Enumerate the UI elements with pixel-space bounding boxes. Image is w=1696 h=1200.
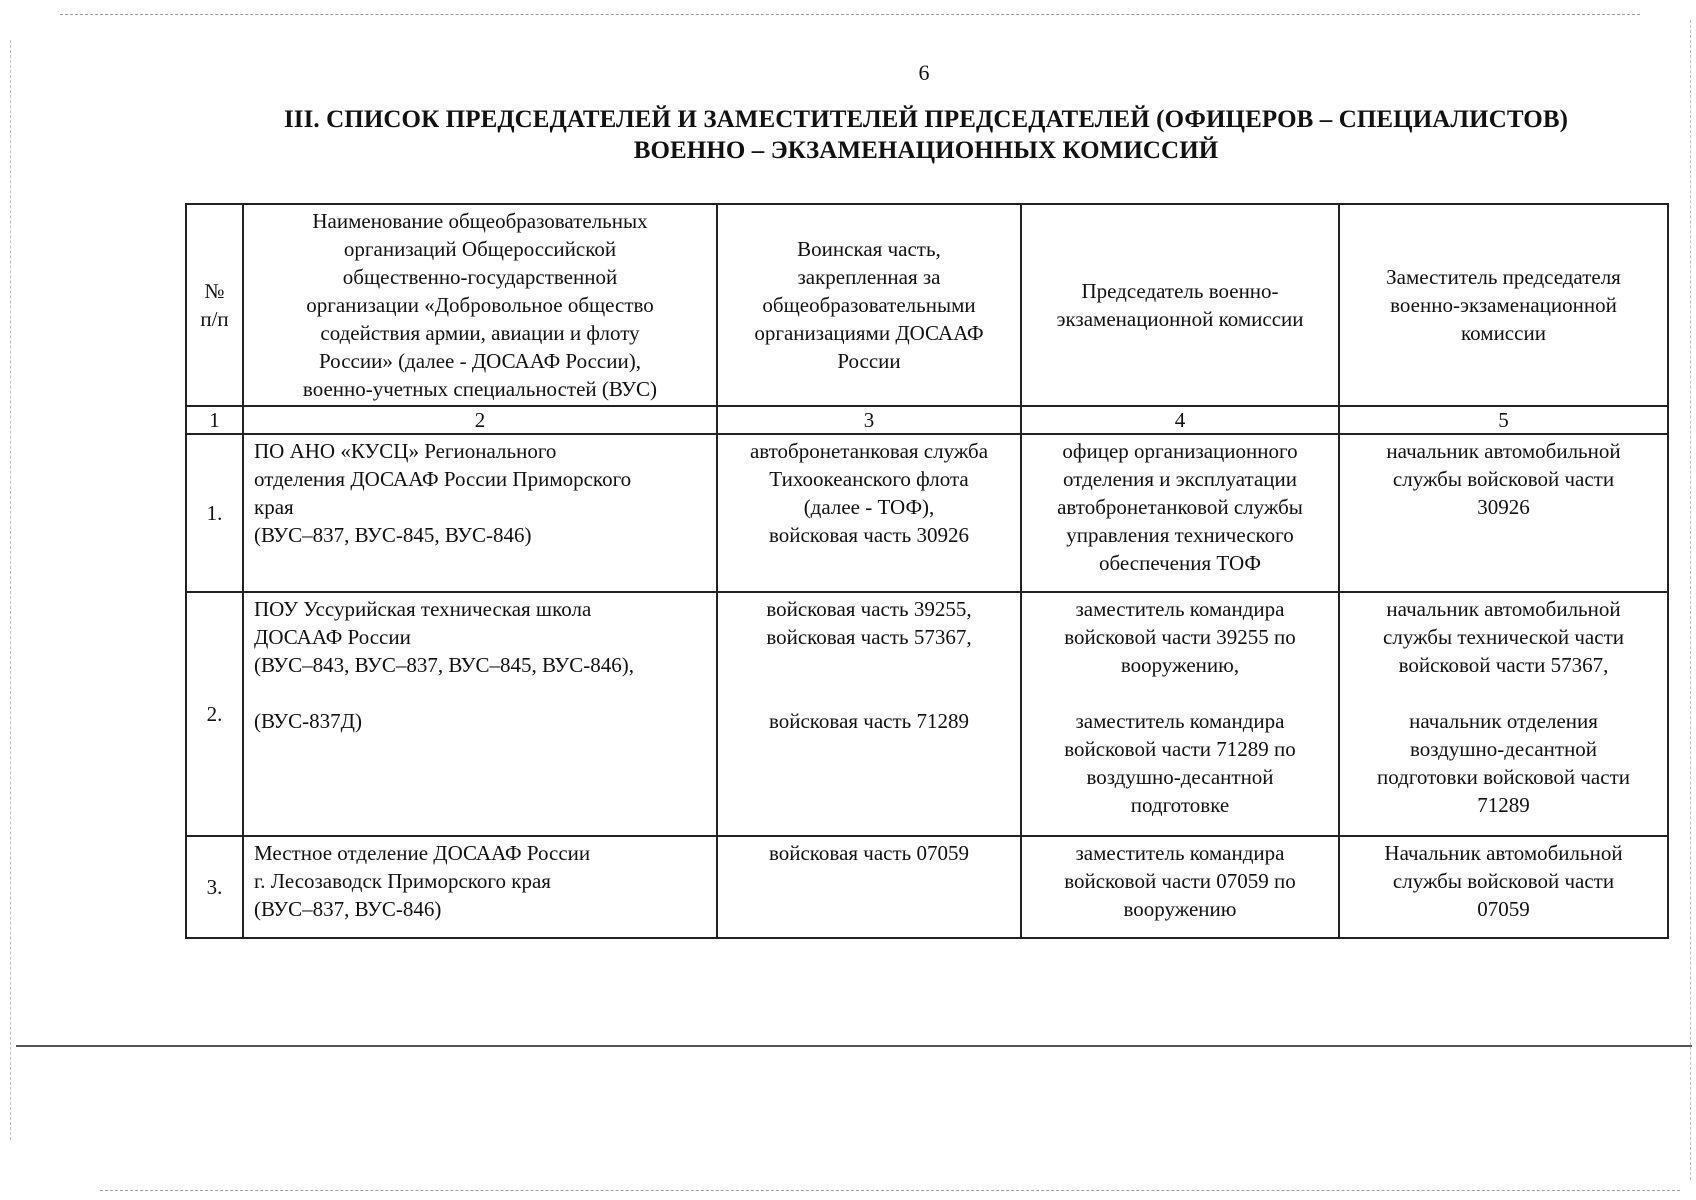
header-military-unit: Воинская часть, закрепленная за общеобразовательными организациями ДОСААФ России xyxy=(717,204,1021,406)
scan-artifact-left xyxy=(10,40,11,1140)
column-number: 5 xyxy=(1339,406,1668,434)
deputy-cell: начальник автомобильной службы технической части войсковой части 57367, начальник отделения воздушно-десантной подготовки войсковой части 71289 xyxy=(1339,592,1668,836)
deputy-cell: Начальник автомобильной службы войсковой части 07059 xyxy=(1339,836,1668,938)
column-number: 2 xyxy=(243,406,717,434)
scan-artifact-bottom-rule xyxy=(16,1045,1692,1047)
scan-artifact-bottom xyxy=(100,1190,1680,1191)
header-chairman: Председатель военно- экзаменационной комиссии xyxy=(1021,204,1339,406)
header-organization: Наименование общеобразовательных организаций Общероссийской общественно-государственной организации «Добровольное общество содействия армии, авиации и флоту России» (далее - ДОСААФ России), военно-учетных специальностей (ВУС) xyxy=(243,204,717,406)
military-unit-cell: автобронетанковая служба Тихоокеанского флота (далее - ТОФ), войсковая часть 30926 xyxy=(717,434,1021,592)
header-deputy: Заместитель председателя военно-экзаменационной комиссии xyxy=(1339,204,1668,406)
row-number: 3. xyxy=(186,836,243,938)
page-title-line-1: III. СПИСОК ПРЕДСЕДАТЕЛЕЙ И ЗАМЕСТИТЕЛЕЙ ПРЕДСЕДАТЕЛЕЙ (ОФИЦЕРОВ – СПЕЦИАЛИСТОВ) xyxy=(283,106,1569,133)
row-number: 1. xyxy=(186,434,243,592)
column-number: 1 xyxy=(186,406,243,434)
deputy-cell: начальник автомобильной службы войсковой части 30926 xyxy=(1339,434,1668,592)
column-number: 4 xyxy=(1021,406,1339,434)
chairman-cell: заместитель командира войсковой части 07059 по вооружению xyxy=(1021,836,1339,938)
page-title-line-2: ВОЕННО – ЭКЗАМЕНАЦИОННЫХ КОМИССИЙ xyxy=(633,137,1219,164)
table-row xyxy=(186,592,1668,836)
commission-table xyxy=(185,203,1669,939)
scan-artifact-top xyxy=(60,14,1640,15)
military-unit-cell: войсковая часть 07059 xyxy=(717,836,1021,938)
chairman-cell: заместитель командира войсковой части 39255 по вооружению, заместитель командира войсковой части 71289 по воздушно-десантной подготовке xyxy=(1021,592,1339,836)
table-row xyxy=(186,836,1668,938)
page-title xyxy=(186,104,1666,166)
column-number-row xyxy=(186,406,1668,434)
page-number: 6 xyxy=(918,60,930,85)
organization-cell: Местное отделение ДОСААФ России г. Лесозаводск Приморского края (ВУС–837, ВУС-846) xyxy=(243,836,717,938)
table-row xyxy=(186,434,1668,592)
organization-cell: ПОУ Уссурийская техническая школа ДОСААФ России (ВУС–843, ВУС–837, ВУС–845, ВУС-846), (ВУС-837Д) xyxy=(243,592,717,836)
chairman-cell: офицер организационного отделения и эксплуатации автобронетанковой службы управления технического обеспечения ТОФ xyxy=(1021,434,1339,592)
header-number: № п/п xyxy=(186,204,243,406)
row-number: 2. xyxy=(186,592,243,836)
table-header-row xyxy=(186,204,1668,406)
organization-cell: ПО АНО «КУСЦ» Регионального отделения ДОСААФ России Приморского края (ВУС–837, ВУС-845, ВУС-846) xyxy=(243,434,717,592)
scan-artifact-right xyxy=(1690,20,1691,1180)
military-unit-cell: войсковая часть 39255, войсковая часть 57367, войсковая часть 71289 xyxy=(717,592,1021,836)
column-number: 3 xyxy=(717,406,1021,434)
